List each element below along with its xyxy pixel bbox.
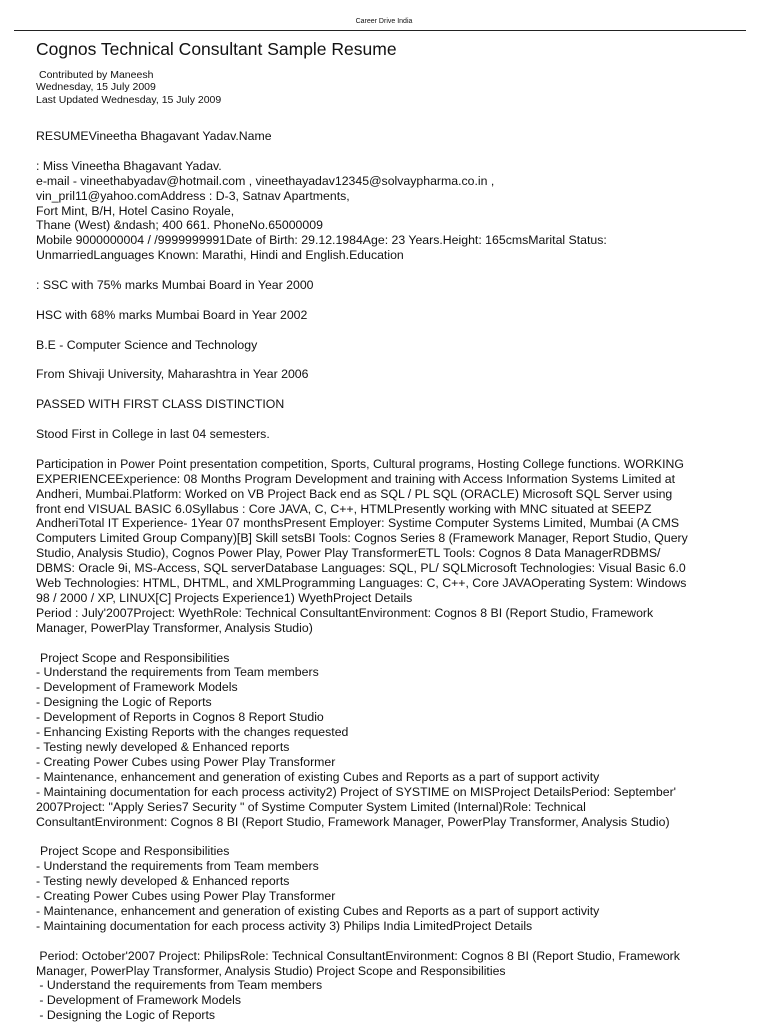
personal-line: UnmarriedLanguages Known: Marathi, Hindi and English.Education xyxy=(36,248,404,263)
project-details-line: ConsultantEnvironment: Cognos 8 BI (Report Studio, Framework Manager, PowerPlay Transformer, Analysis Studio) xyxy=(36,814,670,829)
list-item: - Understand the requirements from Team members xyxy=(36,665,319,680)
list-item: - Maintenance, enhancement and generation of existing Cubes and Reports as a part of support activity xyxy=(36,903,600,918)
project-details-line: 2007Project: "Apply Series7 Security " of Systime Computer System Limited (Internal)Role: Technical xyxy=(36,799,586,814)
list-item: - Development of Framework Models xyxy=(36,993,242,1008)
experience-line: Period : July'2007Project: WyethRole: Technical ConsultantEnvironment: Cognos 8 BI (Report Studio, Framework xyxy=(36,605,654,620)
experience-line: Studio, Analysis Studio), Cognos Power Play, Power Play TransformerETL Tools: Cognos 8 Data ManagerRDBMS/ xyxy=(36,546,661,561)
personal-line: : Miss Vineetha Bhagavant Yadav. xyxy=(36,158,222,173)
experience-section xyxy=(36,457,736,636)
experience-line: Computers Limited Group Company)[B] Skill setsBI Tools: Cognos Series 8 (Framework Manager, Report Studio, Query xyxy=(36,531,688,546)
project-1-section xyxy=(36,651,736,830)
list-item: - Maintenance, enhancement and generation of existing Cubes and Reports as a part of support activity xyxy=(36,769,600,784)
list-item: - Designing the Logic of Reports xyxy=(36,695,212,710)
contributor-line: Contributed by Maneesh xyxy=(39,69,154,81)
personal-line: e-mail - vineethabyadav@hotmail.com , vineethayadav12345@solvaypharma.co.in , xyxy=(36,173,495,188)
list-item: - Development of Framework Models xyxy=(36,680,238,695)
header-divider xyxy=(14,30,746,31)
project-3-section xyxy=(36,949,736,1024)
list-item: - Enhancing Existing Reports with the changes requested xyxy=(36,725,349,740)
experience-line: front end VISUAL BASIC 6.0Syllabus : Core JAVA, C, C++, HTMLPresently working with MNC situated at SEEPZ xyxy=(36,501,652,516)
experience-line: Participation in Power Point presentation competition, Sports, Cultural programs, Hosting College functions. WORKING xyxy=(36,456,684,471)
site-header: Career Drive India xyxy=(355,18,413,25)
project-2-section xyxy=(36,844,736,933)
list-item: - Development of Reports in Cognos 8 Report Studio xyxy=(36,710,324,725)
personal-line: Thane (West) &ndash; 400 661. PhoneNo.65000009 xyxy=(36,218,323,233)
experience-line: EXPERIENCEExperience: 08 Months Program Development and training with Access Information Systems Limited at xyxy=(36,471,676,486)
experience-line: Andheri, Mumbai.Platform: Worked on VB Project Back end as SQL / PL SQL (ORACLE) Microsoft SQL Server using xyxy=(36,486,673,501)
list-item: - Testing newly developed & Enhanced reports xyxy=(36,740,290,755)
education-item: HSC with 68% marks Mumbai Board in Year 2002 xyxy=(36,307,308,322)
list-item: - Maintaining documentation for each process activity2) Project of SYSTIME on MISProject DetailsPeriod: September' xyxy=(36,784,677,799)
personal-line: Mobile 9000000004 / /9999999991Date of Birth: 29.12.1984Age: 23 Years.Height: 165cmsMarital Status: xyxy=(36,233,607,248)
list-item: - Creating Power Cubes using Power Play Transformer xyxy=(36,754,336,769)
responsibility-list xyxy=(36,978,736,1023)
education-item: Stood First in College in last 04 semesters. xyxy=(36,427,270,442)
section-heading: Project Scope and Responsibilities xyxy=(40,844,230,859)
project-details-line: Manager, PowerPlay Transformer, Analysis Studio) Project Scope and Responsibilities xyxy=(36,963,506,978)
education-item: From Shivaji University, Maharashtra in Year 2006 xyxy=(36,367,309,382)
list-item: - Testing newly developed & Enhanced reports xyxy=(36,874,290,889)
publish-date: Wednesday, 15 July 2009 xyxy=(36,81,156,94)
experience-line: 98 / 2000 / XP, LINUX[C] Projects Experience1) WyethProject Details xyxy=(36,590,413,605)
experience-line: Web Technologies: HTML, DHTML, and XMLProgramming Languages: C, C++, Core JAVAOperating System: Windows xyxy=(36,576,687,591)
personal-details xyxy=(36,159,736,263)
last-updated: Last Updated Wednesday, 15 July 2009 xyxy=(36,93,222,106)
project-details-line: Period: October'2007 Project: PhilipsRole: Technical ConsultantEnvironment: Cognos 8 BI (Report Studio, Framework xyxy=(36,948,680,963)
education-item: : SSC with 75% marks Mumbai Board in Year 2000 xyxy=(36,278,314,293)
responsibility-list xyxy=(36,665,736,799)
section-heading: Project Scope and Responsibilities xyxy=(40,650,230,665)
education-item: PASSED WITH FIRST CLASS DISTINCTION xyxy=(36,397,285,412)
education-item: B.E - Computer Science and Technology xyxy=(36,337,258,352)
resume-intro: RESUMEVineetha Bhagavant Yadav.Name xyxy=(36,129,272,143)
personal-line: vin_pril11@yahoo.comAddress : D-3, Satnav Apartments, xyxy=(36,188,350,203)
list-item: - Maintaining documentation for each process activity 3) Philips India LimitedProject Details xyxy=(36,918,533,933)
experience-line: Manager, PowerPlay Transformer, Analysis Studio) xyxy=(36,620,313,635)
responsibility-list xyxy=(36,859,736,934)
list-item: - Creating Power Cubes using Power Play Transformer xyxy=(36,889,336,904)
experience-line: AndheriTotal IT Experience- 1Year 07 monthsPresent Employer: Systime Computer Systems Limited, Mumbai (A CMS xyxy=(36,516,680,531)
list-item: - Understand the requirements from Team members xyxy=(36,978,323,993)
experience-line: DBMS: Oracle 9i, MS-Access, SQL serverDatabase Languages: SQL, PL/ SQLMicrosoft Technologies: Visual Basic 6.0 xyxy=(36,561,686,576)
personal-line: Fort Mint, B/H, Hotel Casino Royale, xyxy=(36,203,235,218)
resume-body xyxy=(36,129,736,1023)
article-meta xyxy=(36,69,221,106)
list-item: - Designing the Logic of Reports xyxy=(36,1008,216,1023)
list-item: - Understand the requirements from Team members xyxy=(36,859,319,874)
page-title: Cognos Technical Consultant Sample Resume xyxy=(36,39,397,59)
